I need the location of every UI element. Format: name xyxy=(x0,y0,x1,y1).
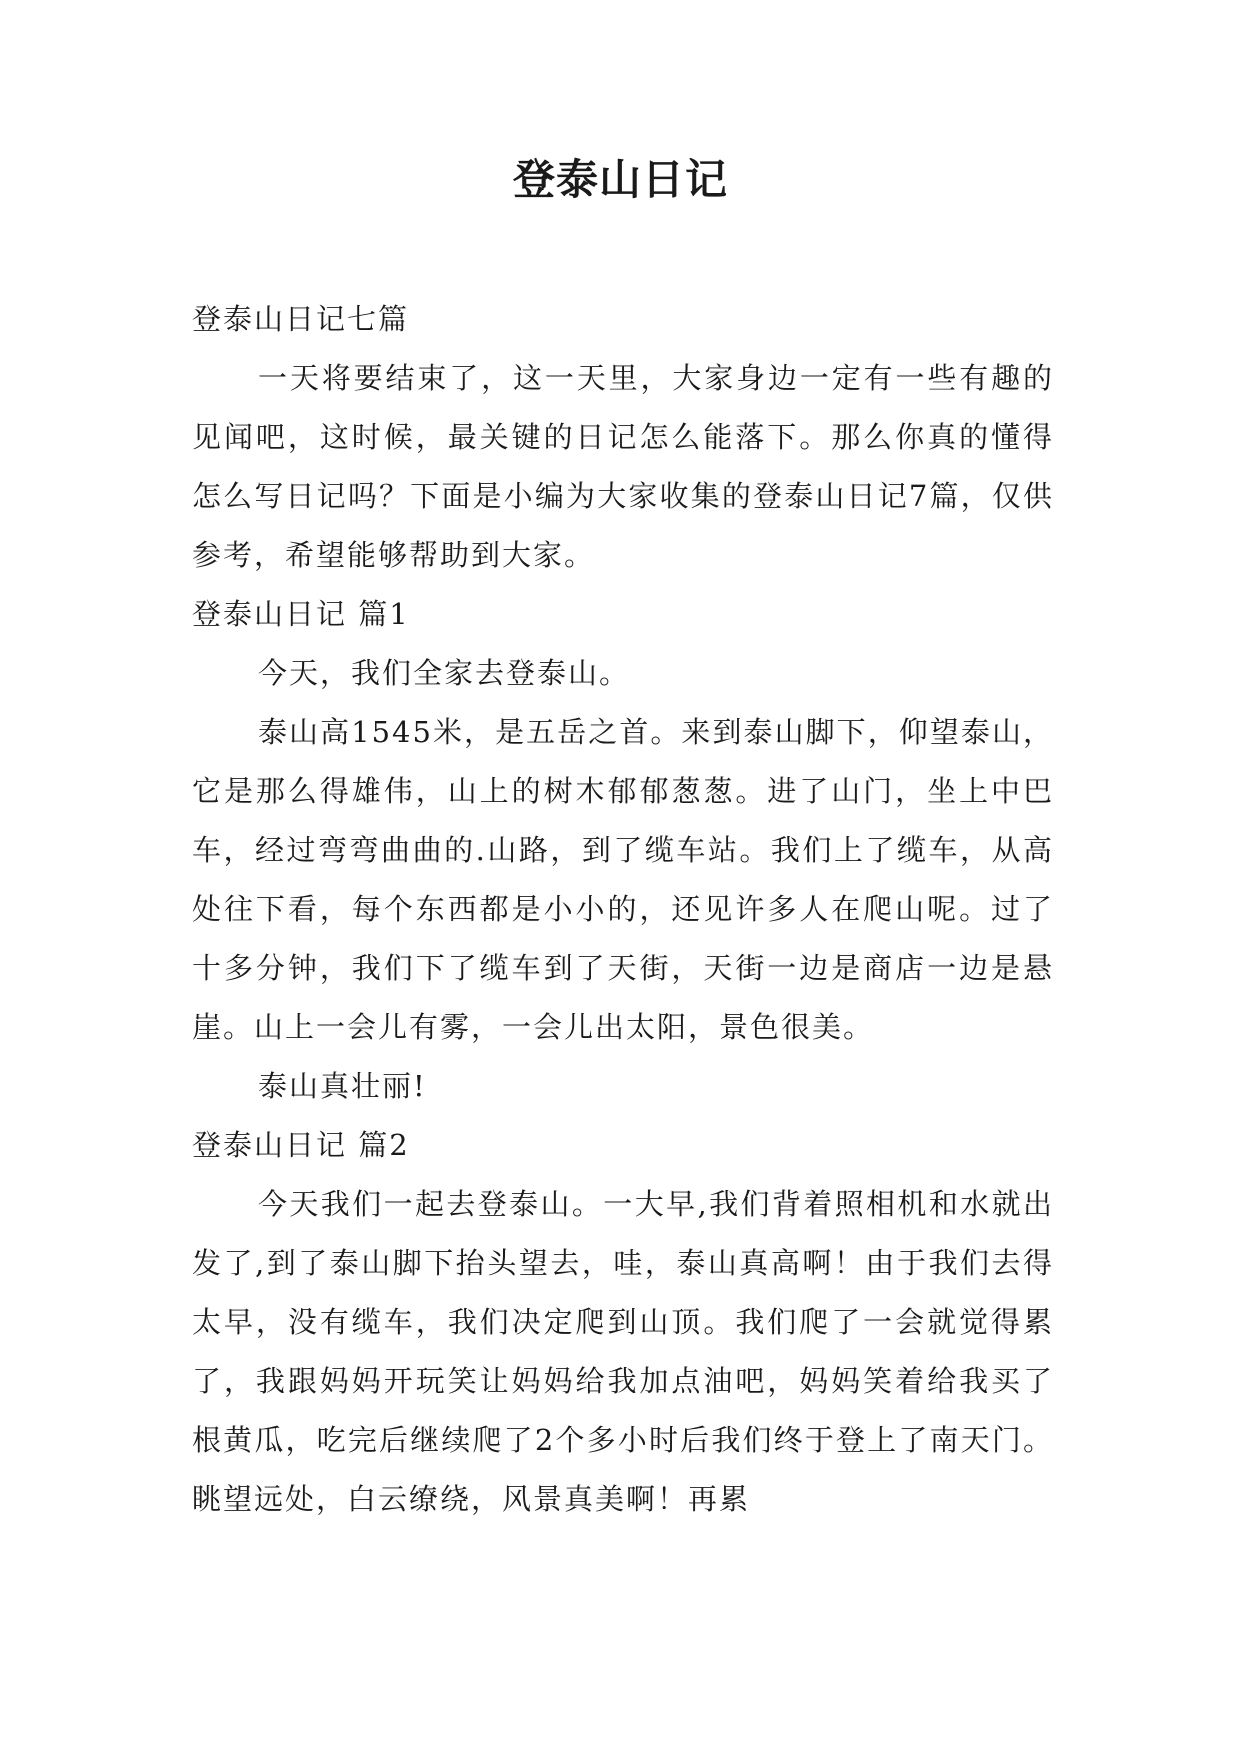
document-body xyxy=(192,290,1054,1529)
page-title: 登泰山日记 xyxy=(512,155,728,204)
body-paragraph: 今天，我们全家去登泰山。 xyxy=(258,656,631,690)
section-heading-1: 登泰山日记 篇1 xyxy=(192,597,410,631)
body-paragraph: 泰山高1545米，是五岳之首。来到泰山脚下，仰望泰山，它是那么得雄伟，山上的树木郁郁葱葱。进了山门，坐上中巴车，经过弯弯曲曲的.山路，到了缆车站。我们上了缆车，从高处往下看，每个东西都是小小的，还见许多人在爬山呢。过了十多分钟，我们下了缆车到了天街，天街一边是商店一边是悬崖。山上一会儿有雾，一会儿出太阳，景色很美。 xyxy=(192,715,1054,1044)
intro-paragraph: 一天将要结束了，这一天里，大家身边一定有一些有趣的见闻吧，这时候，最关键的日记怎么能落下。那么你真的懂得怎么写日记吗？下面是小编为大家收集的登泰山日记7篇，仅供参考，希望能够帮助到大家。 xyxy=(192,361,1054,572)
section-heading-2: 登泰山日记 篇2 xyxy=(192,1128,410,1162)
section-subtitle: 登泰山日记七篇 xyxy=(192,302,410,336)
body-paragraph: 今天我们一起去登泰山。一大早,我们背着照相机和水就出发了,到了泰山脚下抬头望去，哇，泰山真高啊！由于我们去得太早，没有缆车，我们决定爬到山顶。我们爬了一会就觉得累了，我跟妈妈开玩笑让妈妈给我加点油吧，妈妈笑着给我买了根黄瓜，吃完后继续爬了2个多小时后我们终于登上了南天门。眺望远处，白云缭绕，风景真美啊！再累 xyxy=(192,1187,1054,1516)
body-paragraph: 泰山真壮丽! xyxy=(258,1069,427,1103)
